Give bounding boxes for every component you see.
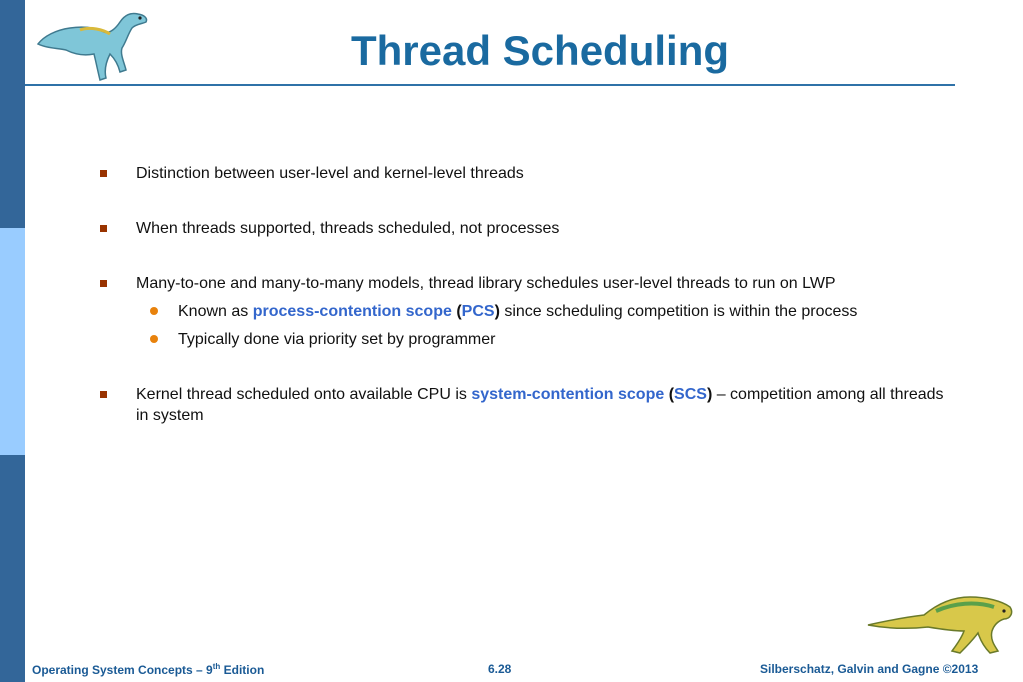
paren: ( [451, 303, 462, 320]
footer-text: Edition [220, 663, 265, 677]
dinosaur-icon [34, 4, 158, 84]
footer-book-title [32, 662, 264, 677]
footer-copyright: Silberschatz, Galvin and Gagne ©2013 [760, 662, 979, 676]
list-item-text [136, 384, 946, 426]
square-bullet-icon [100, 391, 107, 398]
square-bullet-icon [100, 170, 107, 177]
keyword: SCS [674, 386, 707, 403]
square-bullet-icon [100, 280, 107, 287]
keyword: process-contention scope [252, 303, 452, 320]
list-item-text: When threads supported, threads scheduled, not processes [136, 220, 560, 237]
footer-superscript: th [212, 662, 221, 671]
paren: ) [494, 303, 500, 320]
list-item-text: Distinction between user-level and kernel-level threads [136, 165, 524, 182]
keyword: PCS [461, 303, 495, 320]
list-item-text: Many-to-one and many-to-many models, thread library schedules user-level threads to run on LWP [136, 275, 836, 292]
text-segment: since scheduling competition is within the process [499, 303, 858, 320]
sub-list-item-text: Typically done via priority set by programmer [178, 331, 496, 348]
dot-bullet-icon [150, 335, 158, 343]
sidebar-segment-bottom [0, 455, 25, 682]
dot-bullet-icon [150, 307, 158, 315]
text-segment: Kernel thread scheduled onto available CPU is [136, 386, 472, 403]
paren: ( [664, 386, 675, 403]
text-segment: Known as [178, 303, 253, 320]
keyword: system-contention scope [471, 386, 665, 403]
sidebar [0, 0, 25, 682]
sub-list-item-text [178, 301, 938, 322]
text-segment: – competition among all threads in system [136, 386, 944, 424]
square-bullet-icon [100, 225, 107, 232]
slide-number: 6.28 [488, 662, 512, 676]
dinosaur-icon [866, 585, 1016, 657]
sidebar-segment-top [0, 0, 25, 228]
page-title: Thread Scheduling [350, 27, 730, 74]
footer-text: Operating System Concepts – 9 [32, 663, 213, 677]
paren: ) [706, 386, 713, 403]
title-divider [25, 84, 955, 86]
sidebar-segment-middle [0, 228, 25, 455]
